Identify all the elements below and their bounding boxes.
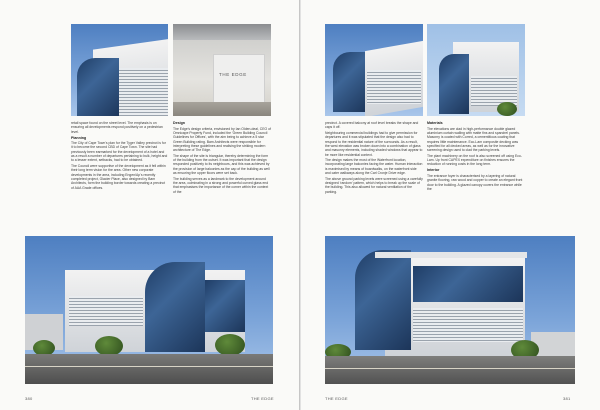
paragraph: The above ground parking levels were screened using a carefully designed 'random' pattern, which helps to break up the scale of the building. This also allowed for natural ventilation of the parking. <box>325 176 423 194</box>
paragraph: The elevations are clad in high-performance double glazed aluminium curtain walling with matte fins and spandrel panels. Masonry is coated with Corred, a cementitious coating that requires little maintenance. Eco-Lam composite decking was specified for all decked areas, as well as for the innovative screening design used to clad the parking levels. <box>427 126 520 153</box>
photo-screen-panels <box>119 68 168 116</box>
paragraph: The design makes the most of the Waterfront location, incorporating large balconies facing the water. Human interaction is maximised by means of boardwalks, on the waterfront side and cater walkways along the Carl Cronje Drive edge. <box>325 158 423 176</box>
photo-road-line <box>325 368 575 369</box>
photo-screen-band <box>413 308 523 342</box>
left-text-column-1 <box>71 121 168 191</box>
photo-building-wide-view <box>325 236 575 384</box>
photo-glass-curve <box>355 250 411 350</box>
photo-canopy <box>173 24 271 40</box>
photo-side-elevation <box>325 24 423 116</box>
photo-screen-band <box>69 296 143 326</box>
paragraph: retail space found on the street level. The emphasis is on ensuring all developments respond positively on a pedestrian level. <box>71 121 163 134</box>
photo-glass-band <box>205 280 245 332</box>
photo-corner-view <box>427 24 525 116</box>
photo-paving <box>173 102 271 116</box>
folio-number: 381 <box>563 396 571 401</box>
photo-glass-corner <box>145 262 205 352</box>
section-heading: Design <box>173 121 185 125</box>
photo-balcony-cap <box>375 252 527 258</box>
photo-sign-wall <box>213 54 265 104</box>
photo-glass-band <box>413 266 523 302</box>
photo-building-street-view <box>25 236 273 384</box>
section-heading: Interior <box>427 168 440 173</box>
right-text-column-2 <box>427 121 525 192</box>
paragraph: The shape of the site is triangular, thereby determining the form of the building from the outset. It was important that the design responded positively to its neighbours, and this was achieved by the provision of large balconies as the cap of the building as well as ensuring the upper floors were set back. <box>173 153 270 176</box>
left-text-column-2 <box>173 121 271 195</box>
right-text-column-1 <box>325 121 423 195</box>
paragraph: The plant machinery on the roof is also screened off using Eco-Lam. Up front CAPEX expenditure on finishes ensures the reduction of running costs in the long term. <box>427 153 522 167</box>
photo-road <box>25 354 273 384</box>
photo-sign-text: THE EDGE <box>219 72 247 77</box>
paragraph: The Edge's design criteria, envisioned by Ian Olden-deal, CEO of Omnicape Property Fund, included the 'Green Building Council Guidelines for Offices', with the aim being to achieve a 5 star Green Building rating. Bam Architects were responsible for interpreting these guidelines and realising the striking modern architecture of The Edge. <box>173 126 271 153</box>
paragraph: The entrance foyer is characterised by a layering of natural granite flooring, raw wood and copper to create an elegant front door to the building. A glazed canopy covers the entrance while the <box>427 173 523 191</box>
photo-glass-facade <box>77 58 119 116</box>
photo-tree <box>95 336 123 356</box>
photo-screen-panels <box>367 70 421 104</box>
folio-number: 380 <box>25 396 33 401</box>
section-heading: Planning <box>71 135 87 140</box>
photo-glass-corner <box>439 54 469 114</box>
left-page <box>0 0 299 410</box>
paragraph: Neighbouring commercial buildings had to give permission for departures and it was stipulated that the design also had to respond to the residential nature of the surrounds. As a result, the west elevation was broken down into a combination of glass and masonry elements, including shaded windows that appear to be more like residential context. <box>325 130 423 157</box>
paragraph: The City of Cape Town's plan for the Tyger Valley precinct is for it to become the second CBD of Cape Town. The site had previously been earmarked for the development of a hotel and as a result a number of departures pertaining to bulk, height and to a lesser extent, setbacks, had to be obtained. <box>71 141 168 163</box>
photo-tree <box>497 102 517 116</box>
photo-building-sign <box>173 24 271 116</box>
photo-tree <box>215 334 245 356</box>
paragraph: precinct. A covered balcony at roof level breaks the shape and caps it off. <box>325 121 419 130</box>
section-heading: Materials <box>427 121 443 125</box>
folio-title: THE EDGE <box>325 396 348 401</box>
paragraph: The building serves as a landmark to the development around the area, culminating in a strong and powerful curved glass end that emphasises the importance of the corner within the context of the <box>173 176 269 194</box>
photo-glass-curve <box>333 52 367 112</box>
paragraph: The Council were supportive of the development as it fell within their long term vision for the area. Other new corporate developments in the area, including Engen/Ap's recently completed project, Glacier Place, also designed by Bam Architects, form the building border towards creating a precinct of AAA Grade offices. <box>71 163 166 190</box>
photo-road-line <box>25 366 273 367</box>
photo-road <box>325 356 575 384</box>
folio-title: THE EDGE <box>251 396 274 401</box>
right-page <box>301 0 600 410</box>
photo-curved-glass-corner <box>71 24 168 116</box>
